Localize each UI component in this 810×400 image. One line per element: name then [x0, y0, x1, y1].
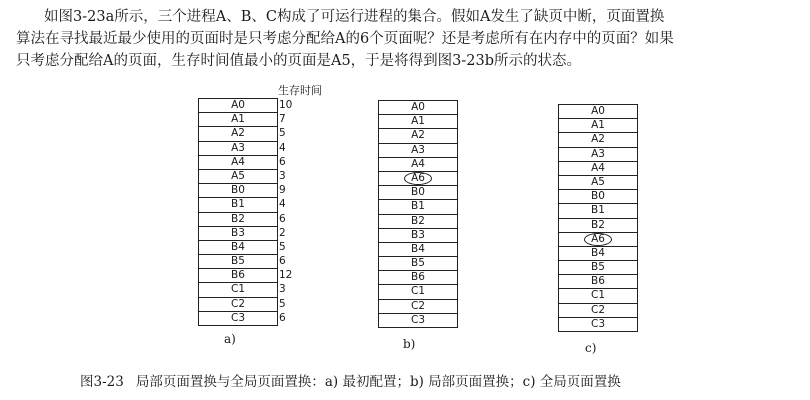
- page-cell: B0: [198, 184, 278, 198]
- page-cell: B4: [378, 243, 458, 257]
- page-cell-replaced: A6: [378, 172, 458, 186]
- page-cell: A0: [198, 98, 278, 113]
- page-cell: A4: [198, 156, 278, 170]
- page-cell: A1: [558, 119, 638, 133]
- page-cell: A5: [198, 170, 278, 184]
- page-cell: C2: [378, 300, 458, 314]
- page-cell: A1: [378, 115, 458, 129]
- time-value: 10: [279, 99, 293, 111]
- caption-text: 局部页面置换与全局页面置换：a) 最初配置；b) 局部页面置换；c) 全局页面置换: [135, 374, 621, 390]
- page-cell: B6: [198, 269, 278, 283]
- page-cell: B2: [558, 219, 638, 233]
- time-value: 2: [279, 226, 286, 239]
- page-cell: C1: [378, 285, 458, 299]
- time-value: 5: [279, 297, 286, 310]
- page-column-b: [378, 100, 458, 328]
- time-value: 4: [279, 198, 286, 211]
- page-cell: C3: [378, 314, 458, 328]
- page-cell: B1: [558, 204, 638, 218]
- page-cell: C2: [198, 298, 278, 312]
- page-cell: A2: [558, 133, 638, 147]
- time-value: 3: [279, 169, 286, 182]
- page-cell: B5: [198, 255, 278, 269]
- body-paragraph: [16, 6, 800, 72]
- page-cell: A0: [558, 104, 638, 119]
- page-cell: B1: [378, 200, 458, 214]
- time-value: 5: [279, 127, 286, 140]
- time-value: 12: [279, 269, 293, 282]
- page-cell: B0: [378, 186, 458, 200]
- page-cell: B5: [378, 257, 458, 271]
- page-cell: A0: [378, 100, 458, 115]
- time-value: 3: [279, 283, 286, 296]
- panel-c-label: c): [585, 341, 597, 355]
- page-cell: A3: [558, 148, 638, 162]
- figure-number: 图3-23: [80, 374, 124, 390]
- page-cell: C1: [558, 289, 638, 303]
- panel-b-label: b): [403, 337, 416, 351]
- time-value: 6: [279, 212, 286, 225]
- page-cell: C1: [198, 283, 278, 297]
- time-value: 4: [279, 141, 286, 154]
- time-value: 6: [279, 311, 286, 324]
- page-cell-replaced: A6: [558, 233, 638, 247]
- page-cell: B2: [198, 213, 278, 227]
- paragraph-line-2: 算法在寻找最近最少使用的页面时是只考虑分配给A的6个页面呢？还是考虑所有在内存中的页面？如果: [16, 31, 674, 47]
- page-cell: A2: [198, 127, 278, 141]
- page-cell: B1: [198, 198, 278, 212]
- page-cell: B5: [558, 261, 638, 275]
- time-value: 6: [279, 255, 286, 268]
- page-cell: B3: [198, 227, 278, 241]
- page-cell: B3: [378, 229, 458, 243]
- page-cell: C2: [558, 304, 638, 318]
- panel-a-label: a): [224, 332, 236, 346]
- page-cell: B4: [558, 247, 638, 261]
- page-cell: B0: [558, 190, 638, 204]
- page-cell: C3: [558, 318, 638, 332]
- page-column-a: [198, 98, 278, 326]
- time-value: 5: [279, 240, 286, 253]
- page-cell: A2: [378, 129, 458, 143]
- page-cell: A5: [558, 176, 638, 190]
- page-cell: A4: [378, 158, 458, 172]
- time-value: 7: [279, 113, 286, 126]
- page-cell: A3: [198, 142, 278, 156]
- time-value: 9: [279, 184, 286, 197]
- page-cell: B2: [378, 215, 458, 229]
- paragraph-line-1: 如图3-23a所示，三个进程A、B、C构成了可运行进程的集合。假如A发生了缺页中断，页面置换: [44, 9, 665, 25]
- page-cell: C3: [198, 312, 278, 326]
- times-column: [279, 99, 292, 326]
- page-cell: B6: [558, 275, 638, 289]
- page-cell: B4: [198, 241, 278, 255]
- page-cell: A4: [558, 162, 638, 176]
- page-column-c: [558, 104, 638, 332]
- time-value: 6: [279, 155, 286, 168]
- times-header: 生存时间: [278, 84, 322, 97]
- page-cell: B6: [378, 271, 458, 285]
- page-cell: A1: [198, 113, 278, 127]
- page-cell: A3: [378, 144, 458, 158]
- figure-caption: [80, 370, 621, 390]
- paragraph-line-3: 只考虑分配给A的页面，生存时间值最小的页面是A5，于是将得到图3-23b所示的状态。: [16, 53, 582, 69]
